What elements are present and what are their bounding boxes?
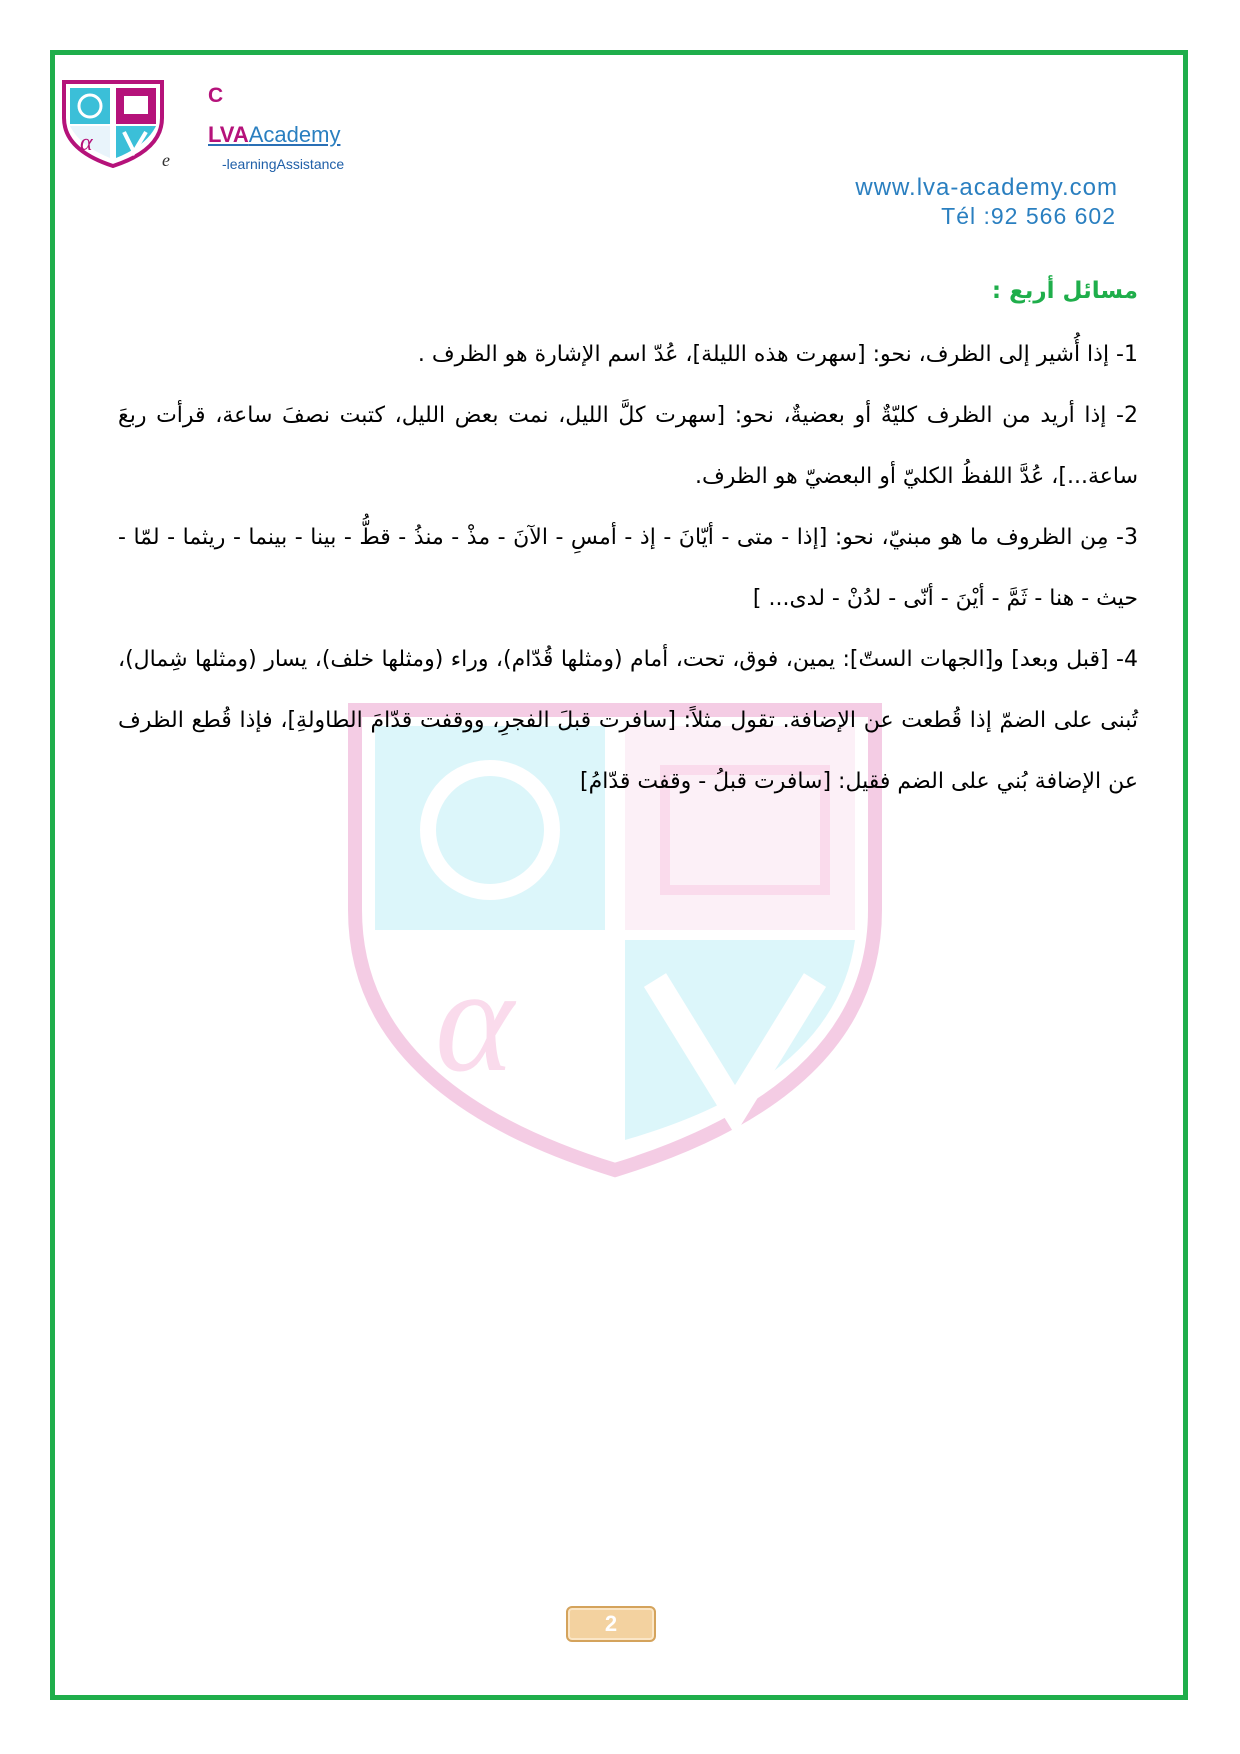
lesson-content: [118, 278, 1138, 812]
brand-tagline: -learningAssistance: [222, 156, 345, 172]
brand-name: [208, 122, 340, 148]
phone-number: Tél :92 566 602: [941, 203, 1116, 229]
rule-paragraph-2: 2- إذا أريد من الظرف كليّةٌ أو بعضيةٌ، نحو: [سهرت كلَّ الليل، نمت بعض الليل، كتبت نصفَ ساعة، قرأت ربعَ ساعة...]، عُدَّ اللفظُ الكليّ أو البعضيّ هو الظرف.: [118, 403, 1138, 489]
brand-letter: C: [208, 84, 224, 107]
academy-logo: [58, 78, 168, 168]
rule-paragraph-3: 3- مِن الظروف ما هو مبنيّ، نحو: [إذا - متى - أيّانَ - إذ - أمسِ - الآنَ - مذْ - منذُ - قطُّ - بينا - بينما - ريثما - لمّا - حيث - هنا - ثَمَّ - أيْنَ - أنّى - لدُنْ - لدى... ]: [118, 525, 1138, 611]
rule-paragraph-4: 4- [قبل وبعد] و[الجهات الستّ]: يمين، فوق، تحت، أمام (ومثلها قُدّام)، وراء (ومثلها خلف)، يسار (ومثلها شِمال)، تُبنى على الضمّ إذا قُطعت عن الإضافة. تقول مثلاً: [سافرت قبلَ الفجرِ، ووقفت قدّامَ الطاولةِ]، فإذا قُطع الظرف عن الإضافة بُني على الضم فقيل: [سافرت قبلُ - وقفت قدّامُ]: [118, 647, 1138, 794]
rule-paragraph-1: 1- إذا أُشير إلى الظرف، نحو: [سهرت هذه الليلة]، عُدّ اسم الإشارة هو الظرف .: [417, 342, 1138, 367]
website-link[interactable]: www.lva-academy.com: [855, 174, 1118, 201]
svg-text:α: α: [435, 937, 514, 1103]
brand-lva: LVA: [208, 122, 249, 147]
brand-e-mark: e: [162, 150, 170, 170]
page-number-badge: 2: [566, 1606, 656, 1642]
brand-academy: Academy: [248, 122, 341, 147]
svg-text:α: α: [80, 130, 93, 156]
section-heading: مسائل أربع :: [991, 278, 1138, 304]
